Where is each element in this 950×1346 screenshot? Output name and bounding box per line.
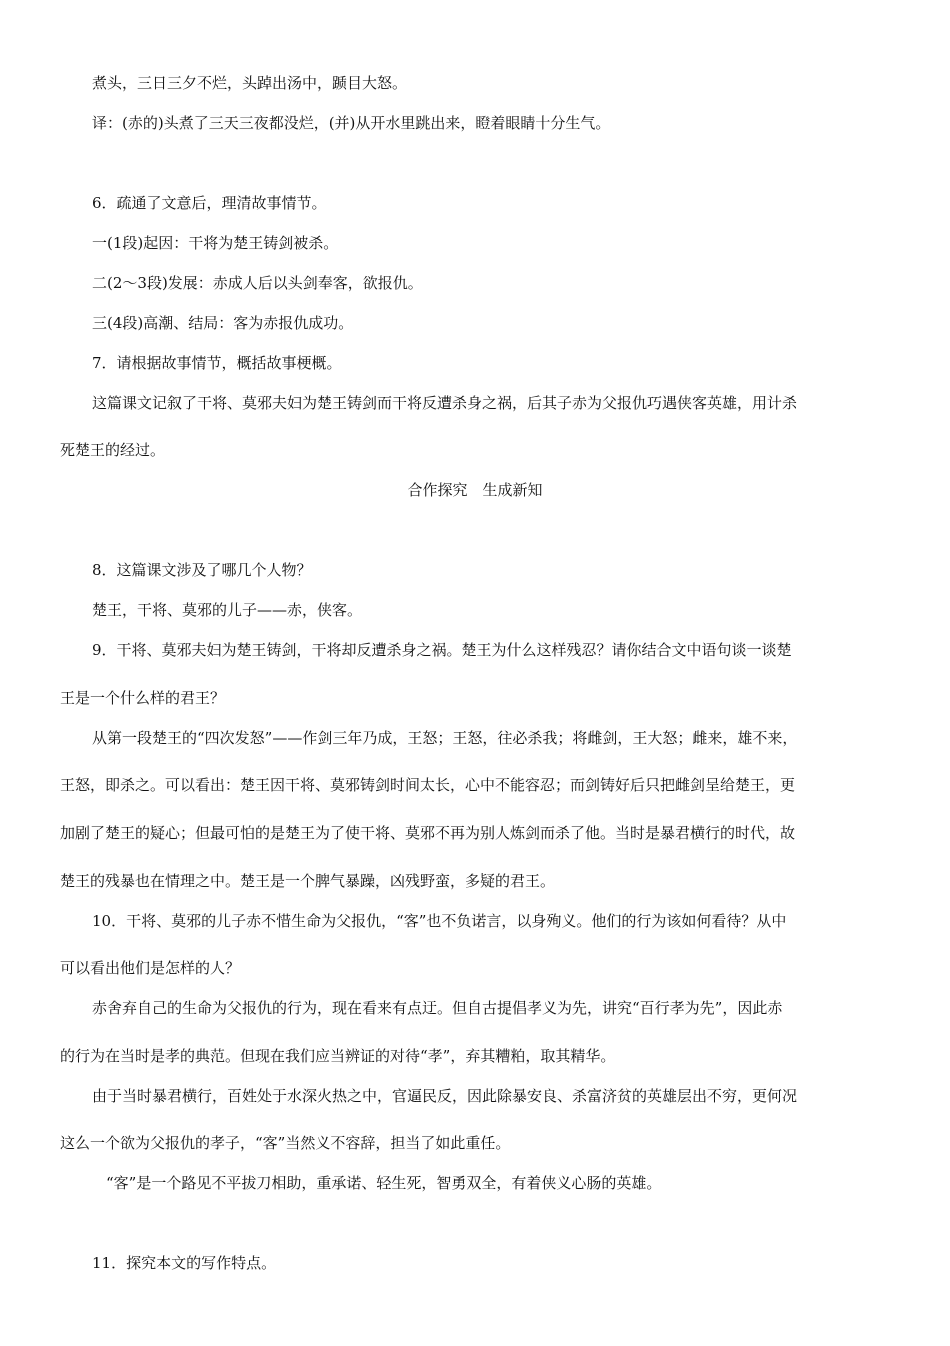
plot-part-3: 三(4段)高潮、结局：客为赤报仇成功。 (92, 314, 354, 332)
section-heading: 合作探究 生成新知 (407, 481, 543, 499)
question-10-line-2: 可以看出他们是怎样的人？ (60, 959, 241, 977)
answer-9-line-3: 加剧了楚王的疑心；但最可怕的是楚王为了使干将、莫邪不再为别人炼剑而杀了他。当时是暴君横行的时代，故 (60, 824, 796, 842)
answer-10-line-2: 的行为在当时是孝的典范。但现在我们应当辨证的对待“孝”，弃其糟粕，取其精华。 (60, 1047, 616, 1065)
answer-9-line-2: 王怒，即杀之。可以看出：楚王因干将、莫邪铸剑时间太长，心中不能容忍；而剑铸好后只把雌剑呈给楚王，更 (60, 776, 796, 794)
text-line: 译：(赤的)头煮了三天三夜都没烂，(并)从开水里跳出来，瞪着眼睛十分生气。 (92, 114, 611, 132)
answer-10-line-3: 由于当时暴君横行，百姓处于水深火热之中，官逼民反，因此除暴安良、杀富济贫的英雄层出不穷，更何况 (92, 1087, 798, 1105)
question-10-line-1: 10．干将、莫邪的儿子赤不惜生命为父报仇，“客”也不负诺言，以身殉义。他们的行为该如何看待？从中 (92, 912, 787, 930)
question-8: 8．这篇课文涉及了哪几个人物？ (92, 561, 312, 579)
question-6: 6．疏通了文意后，理清故事情节。 (92, 194, 327, 212)
answer-7-line-2: 死楚王的经过。 (60, 441, 166, 459)
question-9-line-1: 9．干将、莫邪夫妇为楚王铸剑，干将却反遭杀身之祸。楚王为什么这样残忍？请你结合文中语句谈一谈楚 (92, 641, 792, 659)
answer-8: 楚王，干将、莫邪的儿子——赤，侠客。 (92, 601, 363, 619)
answer-10-line-4: 这么一个欲为父报仇的孝子，“客”当然义不容辞，担当了如此重任。 (60, 1134, 511, 1152)
question-9-line-2: 王是一个什么样的君王？ (60, 689, 226, 707)
answer-9-line-1: 从第一段楚王的“四次发怒”——作剑三年乃成，王怒；王怒，往必杀我；将雌剑，王大怒；雌来，雄不来， (92, 729, 798, 747)
answer-10-line-1: 赤舍弃自己的生命为父报仇的行为，现在看来有点迂。但自古提倡孝义为先，讲究“百行孝为先”，因此赤 (92, 999, 783, 1017)
plot-part-1: 一(1段)起因：干将为楚王铸剑被杀。 (92, 234, 339, 252)
plot-part-2: 二(2～3段)发展：赤成人后以头剑奉客，欲报仇。 (92, 274, 423, 292)
answer-7-line-1: 这篇课文记叙了干将、莫邪夫妇为楚王铸剑而干将反遭杀身之祸，后其子赤为父报仇巧遇侠客英雄，用计杀 (92, 394, 798, 412)
question-11: 11．探究本文的写作特点。 (92, 1254, 277, 1272)
question-7: 7．请根据故事情节，概括故事梗概。 (92, 354, 342, 372)
answer-10-line-5: “客”是一个路见不平拔刀相助，重承诺、轻生死，智勇双全，有着侠义心肠的英雄。 (106, 1174, 662, 1192)
text-line: 煮头，三日三夕不烂，头踔出汤中，踬目大怒。 (92, 74, 408, 92)
answer-9-line-4: 楚王的残暴也在情理之中。楚王是一个脾气暴躁，凶残野蛮，多疑的君王。 (60, 872, 556, 890)
